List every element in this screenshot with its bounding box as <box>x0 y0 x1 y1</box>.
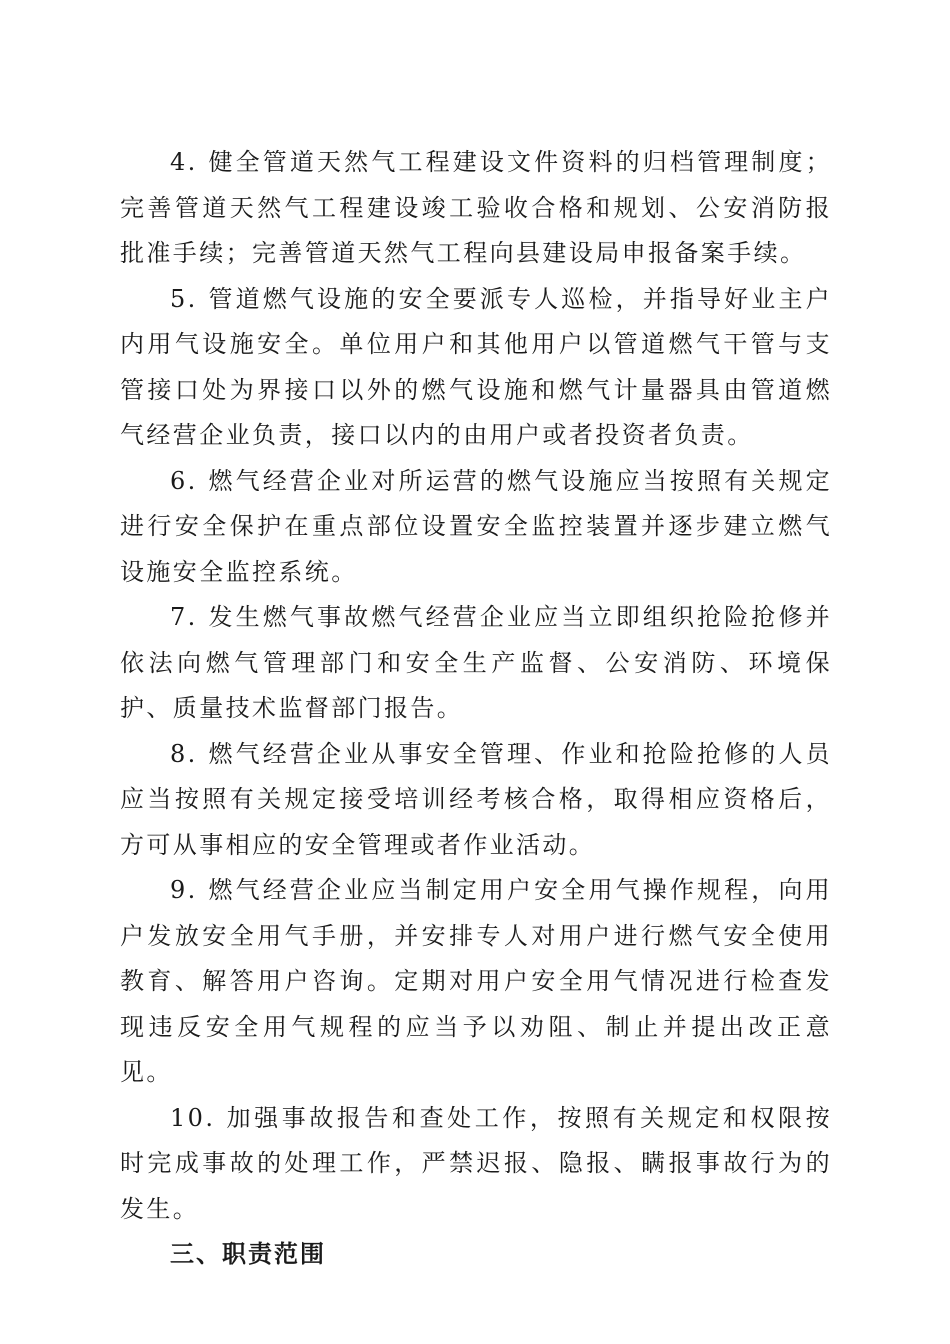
paragraph-item-8: 8. 燃气经营企业从事安全管理、作业和抢险抢修的人员应当按照有关规定接受培训经考核合格，取得相应资格后，方可从事相应的安全管理或者作业活动。 <box>120 739 832 859</box>
paragraph-item-10: 10. 加强事故报告和查处工作，按照有关规定和权限按时完成事故的处理工作，严禁迟报、隐报、瞒报事故行为的发生。 <box>120 1103 832 1223</box>
paragraph-item-7: 7. 发生燃气事故燃气经营企业应当立即组织抢险抢修并依法向燃气管理部门和安全生产监督、公安消防、环境保护、质量技术监督部门报告。 <box>120 603 832 722</box>
paragraph-item-4: 4. 健全管道天然气工程建设文件资料的归档管理制度；完善管道天然气工程建设竣工验收合格和规划、公安消防报批准手续；完善管道天然气工程向县建设局申报备案手续。 <box>120 148 832 267</box>
section-heading: 三、职责范围 <box>170 1240 326 1268</box>
paragraph-item-6: 6. 燃气经营企业对所运营的燃气设施应当按照有关规定进行安全保护在重点部位设置安全监控装置并逐步建立燃气设施安全监控系统。 <box>120 466 832 586</box>
paragraph-item-5: 5. 管道燃气设施的安全要派专人巡检，并指导好业主户内用气设施安全。单位用户和其他用户以管道燃气干管与支管接口处为界接口以外的燃气设施和燃气计量器具由管道燃气经营企业负责，接口以内的由用户或者投资者负责。 <box>120 284 832 449</box>
document-body <box>120 140 832 1278</box>
paragraph-item-9: 9. 燃气经营企业应当制定用户安全用气操作规程，向用户发放安全用气手册，并安排专人对用户进行燃气安全使用教育、解答用户咨询。定期对用户安全用气情况进行检查发现违反安全用气规程的应当予以劝阻、制止并提出改正意见。 <box>120 876 832 1086</box>
